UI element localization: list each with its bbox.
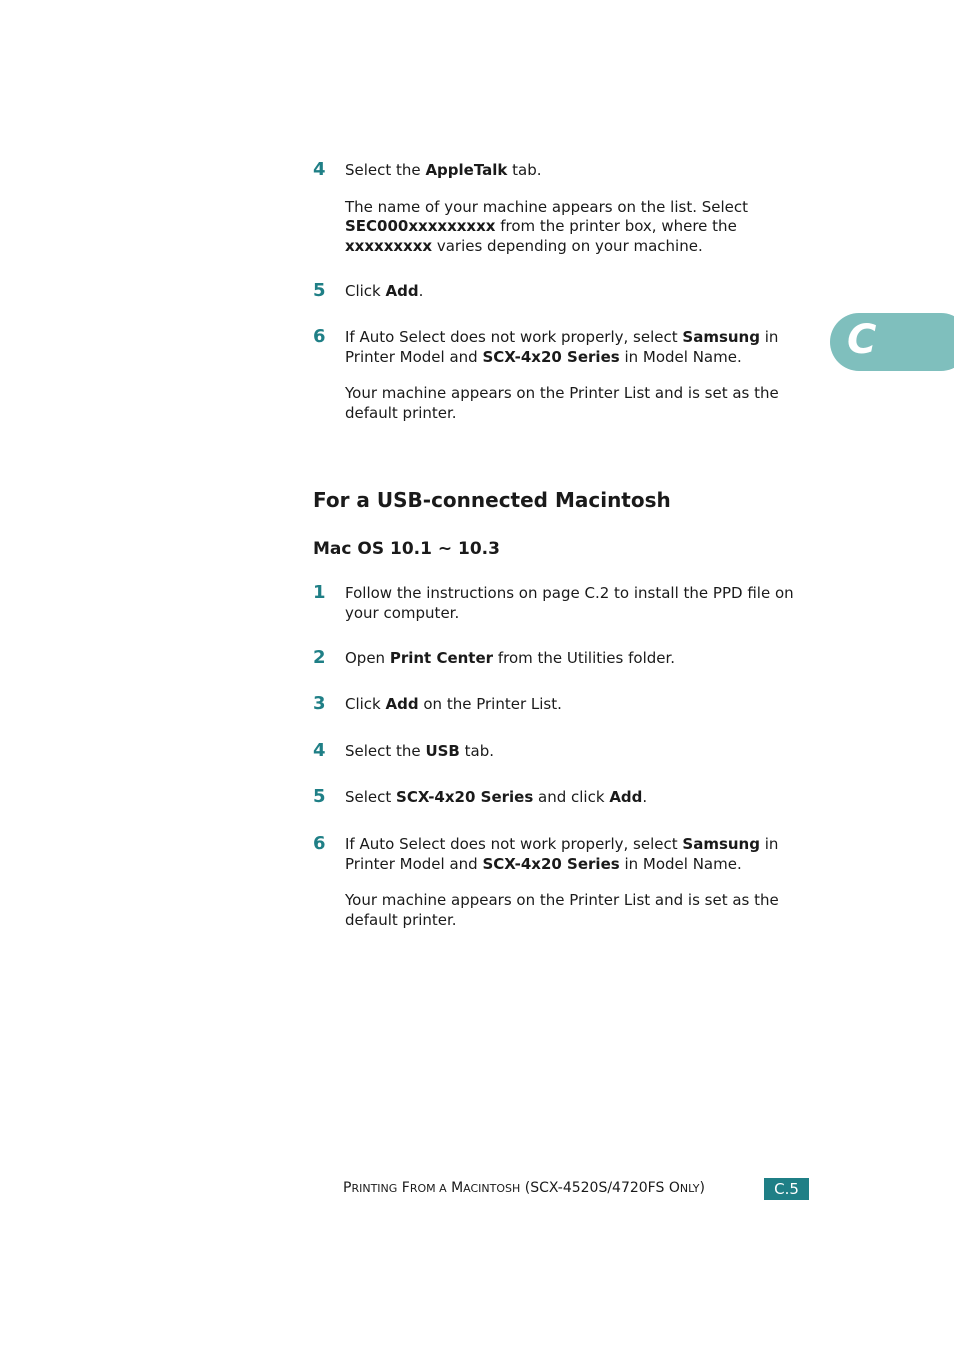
text-run: Click <box>345 282 386 300</box>
footer-title-part: ) <box>699 1180 705 1196</box>
step-text-line <box>345 788 647 807</box>
bold-term: Print Center <box>389 649 494 667</box>
bold-term: Samsung <box>682 328 760 346</box>
step-text-line <box>345 237 703 256</box>
footer-title-part: F <box>397 1180 410 1196</box>
footer-title-part: P <box>343 1180 352 1196</box>
step-number: 4 <box>313 740 326 761</box>
text-run: Follow the instructions on page C.2 to install the PPD file on <box>345 584 794 602</box>
step-text-line <box>345 855 742 874</box>
step-number: 4 <box>313 159 326 180</box>
step-number: 6 <box>313 833 326 854</box>
page-number: C.5 <box>764 1178 809 1200</box>
text-run: Printer Model and <box>345 347 483 366</box>
bold-term: Add <box>609 788 643 806</box>
bold-term: SCX-4x20 Series <box>482 854 620 873</box>
text-run: from the printer box, where the <box>495 217 737 235</box>
step-number: 3 <box>313 693 326 714</box>
step-text-line <box>345 328 778 347</box>
text-run: If Auto Select does not work properly, select <box>345 328 683 346</box>
text-run: and click <box>533 788 610 806</box>
step-text-line <box>345 649 675 668</box>
text-run: your computer. <box>345 603 460 622</box>
step-number: 1 <box>313 582 326 603</box>
bold-term: xxxxxxxxx <box>345 236 433 255</box>
text-run: default printer. <box>345 910 457 929</box>
bold-term: USB <box>425 742 460 760</box>
footer-title-part: ACINTOSH <box>463 1182 521 1195</box>
text-run: varies depending on your machine. <box>432 236 703 255</box>
chapter-letter: C <box>847 317 877 363</box>
text-run: default printer. <box>345 403 457 422</box>
text-run: in <box>759 835 779 853</box>
bold-term: Add <box>385 695 419 713</box>
step-text-line <box>345 384 779 403</box>
step-text-line <box>345 911 457 930</box>
bold-term: SCX-4x20 Series <box>396 788 534 806</box>
step-number: 5 <box>313 786 326 807</box>
text-run: Your machine appears on the Printer List and is set as the <box>345 384 779 402</box>
section-heading: For a USB-connected Macintosh <box>313 488 671 512</box>
step-text-line <box>345 891 779 910</box>
step-text-line <box>345 604 459 623</box>
text-run: Click <box>345 695 386 713</box>
footer-title-part: RINTING <box>351 1182 398 1195</box>
bold-term: SEC000xxxxxxxxx <box>345 217 496 235</box>
text-run: If Auto Select does not work properly, select <box>345 835 683 853</box>
step-text-line <box>345 404 457 423</box>
bold-term: AppleTalk <box>425 161 508 179</box>
bold-term: Add <box>385 282 419 300</box>
chapter-tab <box>830 313 954 371</box>
text-run: in Model Name. <box>619 347 742 366</box>
text-run: in <box>759 328 779 346</box>
text-run: from the Utilities folder. <box>493 649 676 667</box>
footer-title <box>343 1178 705 1200</box>
text-run: on the Printer List. <box>418 695 562 713</box>
step-number: 5 <box>313 280 326 301</box>
text-run: Select <box>345 788 397 806</box>
step-number: 6 <box>313 326 326 347</box>
text-run: Printer Model and <box>345 854 483 873</box>
step-text-line <box>345 282 423 301</box>
step-text-line <box>345 695 562 714</box>
step-text-line <box>345 742 494 761</box>
text-run: tab. <box>459 742 494 760</box>
step-text-line <box>345 217 737 236</box>
footer-title-part: M <box>446 1180 464 1196</box>
bold-term: Samsung <box>682 835 760 853</box>
bold-term: SCX-4x20 Series <box>482 347 620 366</box>
text-run: Open <box>345 649 390 667</box>
footer-title-part: (SCX-4520S/4720FS O <box>520 1180 680 1196</box>
step-text-line <box>345 161 542 180</box>
step-text-line <box>345 584 794 603</box>
text-run: in Model Name. <box>619 854 742 873</box>
step-text-line <box>345 348 742 367</box>
footer-title-part: ROM A <box>409 1182 447 1195</box>
subsection-heading: Mac OS 10.1 ~ 10.3 <box>313 539 500 559</box>
text-run: . <box>418 282 424 300</box>
step-text-line <box>345 835 778 854</box>
text-run: Select the <box>345 161 426 179</box>
text-run: . <box>642 788 648 806</box>
footer-title-part: NLY <box>679 1182 700 1195</box>
step-number: 2 <box>313 647 326 668</box>
text-run: Your machine appears on the Printer List and is set as the <box>345 891 779 909</box>
step-text-line <box>345 198 748 217</box>
text-run: Select the <box>345 742 426 760</box>
text-run: tab. <box>507 161 542 179</box>
text-run: The name of your machine appears on the list. Select <box>345 197 749 216</box>
